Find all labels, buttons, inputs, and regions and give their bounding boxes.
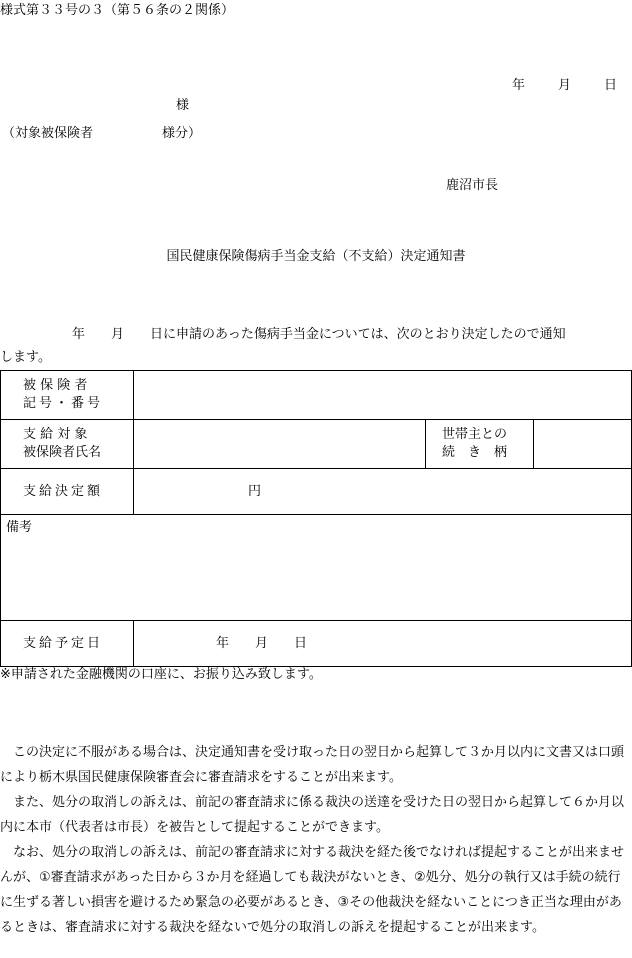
appeal-paragraph-1: この決定に不服がある場合は、決定通知書を受け取った日の翌日から起算して３か月以内に文書又は口頭により栃木県国民健康保険審査会に審査請求をすることが出来ます。 xyxy=(0,745,625,785)
intro-line-2: します。 xyxy=(0,350,51,365)
target-prefix: （対象被保険者 xyxy=(2,126,94,141)
row-schedule xyxy=(1,621,632,667)
insured-number-value xyxy=(134,371,632,420)
row-remarks xyxy=(1,515,632,621)
target-name-label: 支 給 対 象 被保険者氏名 xyxy=(1,420,134,469)
appeal-information xyxy=(0,740,632,940)
issuer: 鹿沼市長 xyxy=(446,178,499,193)
date-day: 日 xyxy=(604,78,618,93)
amount-value xyxy=(134,469,632,515)
remarks-label: 備考 xyxy=(6,520,33,535)
target-suffix: 様分） xyxy=(162,126,202,141)
amount-label: 支給決定額 xyxy=(1,469,134,515)
insured-number-label: 被 保 険 者 記号・番号 xyxy=(1,371,134,420)
relation-value xyxy=(534,420,632,469)
form-number: 様式第３３号の３（第５６条の２関係） xyxy=(0,3,235,18)
remarks-field xyxy=(1,515,632,621)
document-title: 国民健康保険傷病手当金支給（不支給）決定通知書 xyxy=(166,249,466,264)
row-amount xyxy=(1,469,632,515)
appeal-paragraph-2: また、処分の取消しの訴えは、前記の審査請求に係る裁決の送達を受けた日の翌日から起算して６か月以内に本市（代表者は市長）を被告として提起することができます。 xyxy=(0,795,625,835)
schedule-date: 年 月 日 xyxy=(134,621,632,667)
date-month: 月 xyxy=(558,78,572,93)
target-name-value xyxy=(134,420,426,469)
decision-table xyxy=(0,370,632,667)
row-target-name xyxy=(1,420,632,469)
schedule-label: 支給予定日 xyxy=(1,621,134,667)
relation-label: 世帯主との 続 き 柄 xyxy=(426,420,534,469)
row-insured-number xyxy=(1,371,632,420)
date-year: 年 xyxy=(512,78,526,93)
target-insured xyxy=(2,126,202,141)
transfer-note: ※申請された金融機関の口座に、お振り込み致します。 xyxy=(0,667,322,682)
appeal-paragraph-3: なお、処分の取消しの訴えは、前記の審査請求に対する裁決を経た後でなければ提起することが出来ませんが、①審査請求があった日から３か月を経過しても裁決がないとき、②処分、処分の執行又は手続の続行に生ずる著しい損害を避けるため緊急の必要があるとき、③その他裁決を経ないことにつき正当な理由があるときは、審査請求に対する裁決を経ないで処分の取消しの訴えを提起することが出来ます。 xyxy=(0,845,625,935)
recipient-honorific: 様 xyxy=(176,98,190,113)
intro-line-1: 年 月 日に申請のあった傷病手当金については、次のとおり決定したので通知 xyxy=(72,327,566,342)
amount-unit: 円 xyxy=(248,483,262,499)
